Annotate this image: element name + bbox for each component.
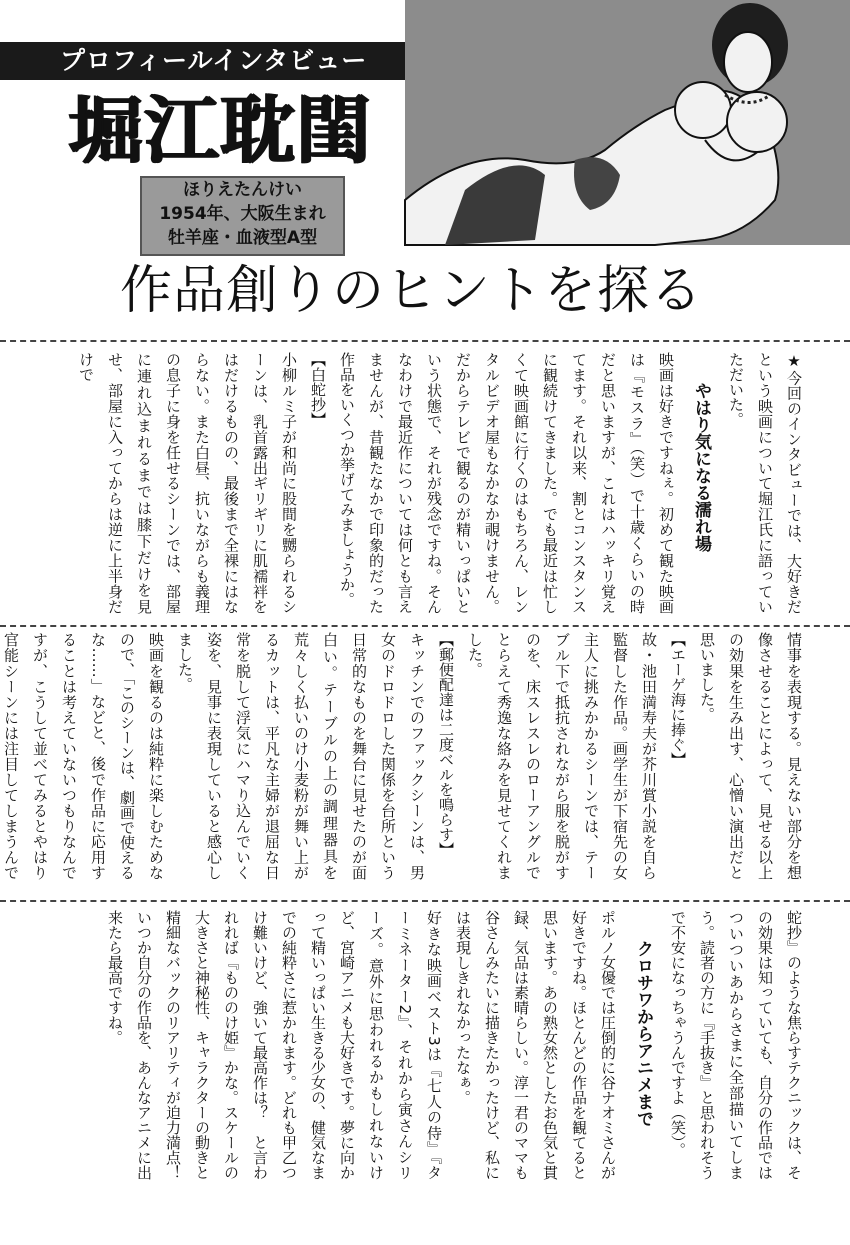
author-illustration (405, 0, 850, 245)
paragraph: 故・池田満寿夫が芥川賞小説を自ら監督した作品。画学生が下宿先の女主人に挑みかかるシーンでは、テーブル下で抵抗されながら服を脱がすのを、床スレスレのローアングルでとらえて秀逸な絡みを見せてくれました。 (466, 632, 658, 880)
film-title-label: 【エーゲ海に捧ぐ】 (669, 632, 687, 767)
paragraph: 映画を観るのは純粋に楽しむためなので、「このシーンは、劇画で使えるな……」などと、後で作品に応用することは考えていないつもりなんですが、こうして並べてみるとやはり官能シーンには注目してしまうんで (2, 632, 165, 880)
paragraph: 小柳ルミ子が和尚に股間を嬲られるシーンは、乳首露出ギリギリに肌襦袢をはだけるものの、最後まで全裸にはならない。また白昼、抗いながらも義理の息子に身を任せるシーンでは、部屋に連れ込まれるまでは膝下だけを見せ、部屋に入ってからは逆に上半身だけで (77, 352, 298, 614)
paragraph: 映画は好きですねぇ。初めて観た映画は『モスラ』（笑）で十歳くらいの時だと思いますが、これはハッキリ覚えてます。それ以来、割とコンスタンスに観続けてきました。でも最近は忙しくて映画館に行くのはもちろん、レンタルビデオ屋もなかなか覗けません。だからテレビで観るのが精いっぱいという状態で、それが残念ですね。そんなわけで最近作については何とも言えませんが、昔観たなかで印象的だった作品をいくつか挙げてみましょうか。 (338, 352, 675, 614)
paragraph: ポルノ女優では圧倒的に谷ナオミさんが好きですね。ほとんどの作品を観てると思います。あの熟女然としたお色気と貫録、気品は素晴らしい。淳一君のママも谷さんみたいに描きたかったけど、私には表現しきれなかったなぁ。 (454, 910, 617, 1180)
page-margin (0, 1185, 850, 1245)
section-heading-2: クロサワからアニメまで (633, 940, 653, 1127)
profile-sign: 牡羊座・血液型A型 (167, 228, 318, 248)
film-title-label: 【郵便配達は二度ベルを鳴らす】 (437, 632, 455, 857)
banner-title: プロフィールインタビュー (60, 46, 368, 75)
article-headline: 作品創りのヒントを探る (120, 261, 704, 321)
section-divider-2 (0, 625, 850, 627)
paragraph: キッチンでのファックシーンは、男女のドロドロした関係を台所という日常的なものを舞台に見せたのが面白い。テーブルの上の調理器具を荒々しく払いのけ小麦粉が舞い上がるカットは、平凡な主婦が退屈な日常を脱して浮気にハマり込んでいく姿を、見事に表現していると感心しました。 (176, 632, 426, 880)
profile-box (140, 176, 345, 256)
section-3-text (48, 910, 808, 1195)
illustration-drawing (405, 0, 850, 245)
film-title-label: 【白蛇抄】 (309, 352, 327, 427)
paragraph: 情事を表現する。見えない部分を想像させることによって、見せる以上の効果を生み出す、心憎い演出だと思いました。 (698, 632, 803, 880)
paragraph: 好きな映画ベスト3は『七人の侍』『ターミネーター2』、それから寅さんシリーズ。意外に思われるかもしれないけど、宮崎アニメも大好きです。夢に向かって精いっぱい生きる少女の、健気なまでの純粋さに惹かれます。どれも甲乙つけ難いけど、強いて最高作は？ と言われれば『もののけ姫』かな。スケールの大きさと神秘性、キャラクターの動きと精細なバックのリアリティが迫力満点！ いつか自分の作品を、あんなアニメに出来たら最高ですね。 (106, 910, 443, 1195)
section-divider-3 (0, 900, 850, 902)
author-name: 堀江耽閨 (68, 88, 372, 174)
profile-birth: 1954年、大阪生まれ (159, 204, 326, 224)
profile-reading: ほりえたんけい (183, 180, 302, 200)
section-2-text (2, 632, 808, 880)
section-divider-1 (0, 340, 850, 342)
header-banner (0, 42, 405, 80)
paragraph: 蛇抄』のような焦らすテクニックは、その効果は知っていても、自分の作品ではついついあからさまに全部描いてしまう。読者の方に『手抜き』と思われそうで不安になっちゃうんですよ（笑）。 (669, 910, 803, 1180)
intro-text: ★今回のインタビューでは、大好きだという映画について堀江氏に語っていただいた。 (727, 352, 803, 614)
section-heading-1: やはり気になる濡れ場 (691, 382, 711, 552)
section-1-text (48, 352, 808, 614)
